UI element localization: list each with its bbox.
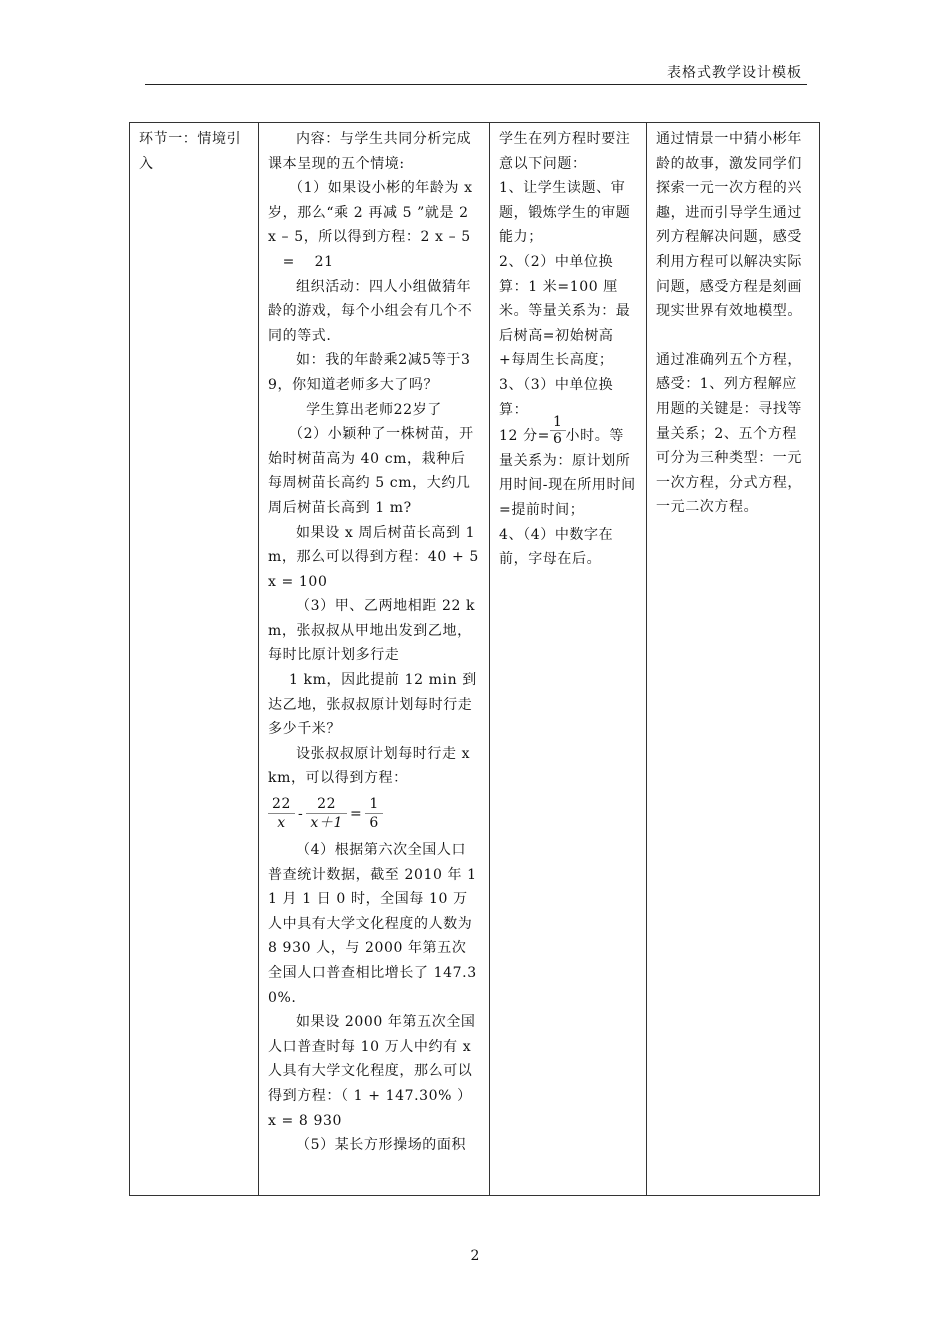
lesson-table <box>129 122 820 1196</box>
note-2: 2、（2）中单位换算：1 米=100 厘米。等量关系为：最后树高=初始树高+每周生长高度； <box>499 253 631 369</box>
note-1: 1、让学生读题、审题，锻炼学生的审题能力； <box>499 180 631 246</box>
fraction-equation <box>268 795 480 832</box>
answer-text: 学生算出老师22岁了 <box>306 401 442 418</box>
content-cell <box>259 123 490 1196</box>
page-number: 2 <box>470 1248 480 1264</box>
table-row <box>130 123 820 1196</box>
intent-1: 通过情景一中猜小彬年龄的故事，激发同学们探索一元一次方程的兴趣，进而引导学生通过列方程解决问题，感受利用方程可以解决实际问题，感受方程是刻画现实世界有效地模型。 <box>656 131 802 320</box>
fraction-22-over-x-plus-1 <box>306 795 347 832</box>
fraction-1-over-6 <box>365 795 383 832</box>
fraction-numerator: 1 <box>550 414 566 431</box>
fraction-1-over-6-inline <box>550 414 566 447</box>
stage-cell <box>130 123 259 1196</box>
notes-intro: 学生在列方程时要注意以下问题： <box>499 131 631 172</box>
note-3-prefix: 12 分= <box>499 428 550 445</box>
activity-text: 组织活动：四人小组做猜年龄的游戏，每个小组会有几个不同的等式. <box>268 278 473 344</box>
scenario-1: （1）如果设小彬的年龄为 x 岁，那么“乘 2 再减 5 ”就是 2 x – 5，所以得到方程：2 x – 5 = 21 <box>268 180 473 270</box>
header-title: 表格式教学设计模板 <box>667 65 802 81</box>
notes-cell <box>490 123 647 1196</box>
intent-cell <box>647 123 820 1196</box>
fraction-numerator: 1 <box>365 795 383 814</box>
fraction-denominator: x <box>277 815 286 832</box>
scenario-3: （3）甲、乙两地相距 22 km，张叔叔从甲地出发到乙地，每时比原计划多行走 <box>268 598 476 664</box>
minus-sign: - <box>298 805 304 822</box>
note-3-cont <box>499 413 637 522</box>
note-4: 4、（4）中数字在前，字母在后。 <box>499 526 614 568</box>
fraction-denominator: 6 <box>553 430 563 447</box>
intent-2: 通过准确列五个方程，感受：1、列方程解应用题的关键是：寻找等量关系；2、五个方程可分为三种类型：一元一次方程，分式方程，一元二次方程。 <box>656 351 802 516</box>
example-text: 如：我的年龄乘2减5等于39，你知道老师多大了吗？ <box>268 352 471 393</box>
scenario-3-cont: 1 km，因此提前 12 min 到达乙地，张叔叔原计划每时行走多少千米？ <box>268 672 477 738</box>
scenario-2: （2）小颖种了一株树苗，开始时树苗高为 40 cm，栽种后每周树苗长高约 5 cm，大约几周后树苗长高到 1 m? <box>268 426 474 516</box>
fraction-denominator: x＋1 <box>310 815 343 832</box>
spacer <box>656 324 810 348</box>
note-3: 3、（3）中单位换算： <box>499 376 614 418</box>
fraction-22-over-x <box>268 795 295 832</box>
scenario-5: （5）某长方形操场的面积 <box>296 1137 467 1154</box>
note-3-suffix: 小时。等量关系为：原计划所用时间-现在所用时间=提前时间； <box>499 428 636 518</box>
fraction-denominator: 6 <box>369 815 379 832</box>
fraction-numerator: 22 <box>268 795 295 814</box>
fraction-numerator: 22 <box>306 795 347 814</box>
scenario-4: （4）根据第六次全国人口普查统计数据，截至 2010 年 11 月 1 日 0 时，全国每 10 万人中具有大学文化程度的人数为 8 930 人，与 2000 年第五次全国人口普查相比增长了 147.30%. <box>268 842 477 1006</box>
content-intro: 内容：与学生共同分析完成课本呈现的五个情境: <box>268 131 472 172</box>
header-rule <box>145 84 807 85</box>
stage-label: 环节一：情境引入 <box>139 131 242 172</box>
scenario-3-setup: 设张叔叔原计划每时行走 x km，可以得到方程： <box>268 745 471 787</box>
scenario-4-equation: 如果设 2000 年第五次全国人口普查时每 10 万人中约有 x 人具有大学文化程度，那么可以得到方程：（ 1 + 147.30% ） x = 8 930 <box>268 1014 476 1129</box>
equals-sign: = <box>349 805 363 822</box>
scenario-2-equation: 如果设 x 周后树苗长高到 1 m，那么可以得到方程：40 + 5 x = 100 <box>268 524 479 590</box>
